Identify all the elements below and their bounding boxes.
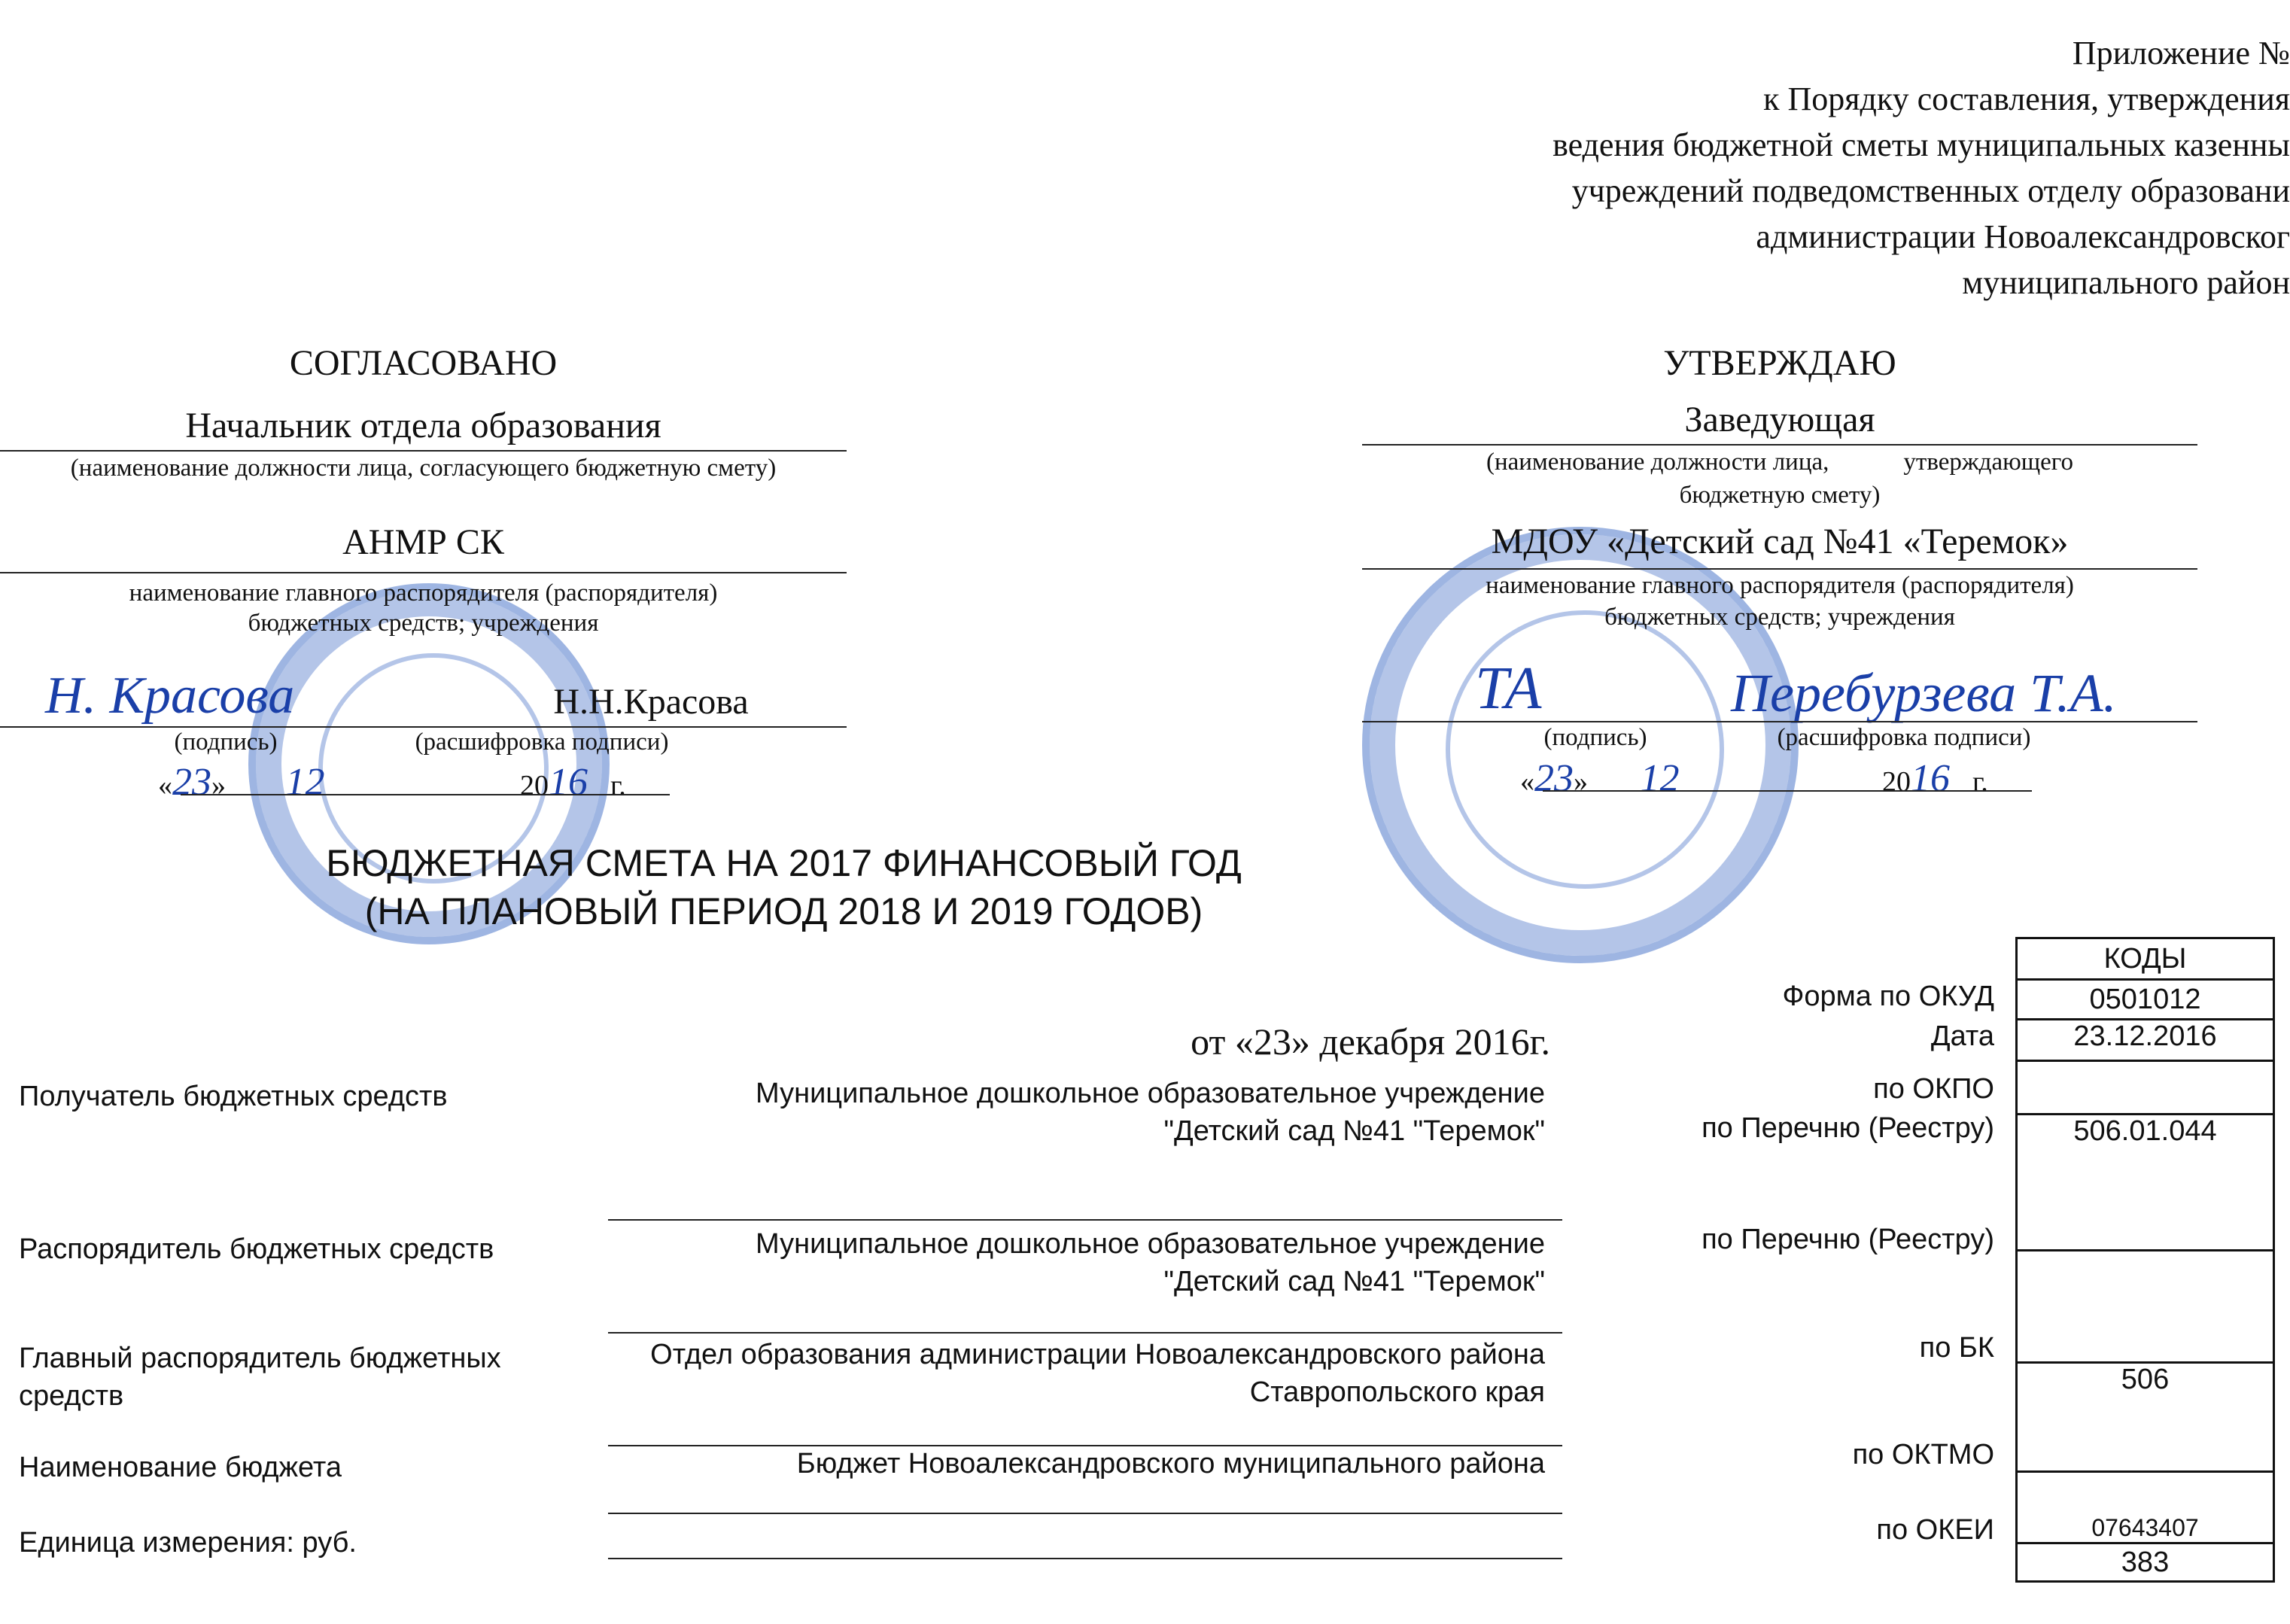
field-value-chief-manager xyxy=(602,1336,1545,1411)
date-year: 16 xyxy=(1911,757,1950,800)
title-line-1: БЮДЖЕТНАЯ СМЕТА НА 2017 ФИНАНСОВЫЙ ГОД xyxy=(326,842,1242,884)
code-value-okud: 0501012 xyxy=(2017,980,2274,1020)
code-label: по Перечню (Реестру) xyxy=(1702,1224,1994,1255)
approved-org: МДОУ «Детский сад №41 «Теремок» xyxy=(1491,522,2069,561)
field-value-line: "Детский сад №41 "Теремок" xyxy=(1163,1115,1545,1147)
approved-block xyxy=(1362,0,2197,828)
field-value-line: Ставропольского края xyxy=(1249,1376,1545,1408)
code-value-oktmo: 07643407 xyxy=(2017,1472,2274,1543)
field-value-budget: Бюджет Новоалександровского муниципального района xyxy=(796,1448,1545,1480)
code-value-okpo xyxy=(2017,1061,2274,1115)
agreed-block xyxy=(0,0,847,828)
date-day: 23 xyxy=(172,761,211,804)
field-label-budget: Наименование бюджета xyxy=(19,1452,342,1483)
approved-date xyxy=(1520,756,2062,801)
codes-header: КОДЫ xyxy=(2017,938,2274,980)
code-label: по БК xyxy=(1919,1332,1994,1364)
code-value-okei: 383 xyxy=(2017,1543,2274,1582)
agreed-date xyxy=(158,760,700,804)
code-label: по ОКТМО xyxy=(1852,1439,1994,1470)
appendix-line: муниципального район xyxy=(1962,264,2290,301)
field-value-manager xyxy=(602,1225,1545,1300)
code-label: Форма по ОКУД xyxy=(1782,981,1994,1012)
approved-position-caption: (наименование должности лица, утверждающего xyxy=(1486,449,2074,476)
code-label: Дата xyxy=(1930,1020,1994,1052)
agreed-org: АНМР СК xyxy=(342,522,504,562)
appendix-line: Приложение № xyxy=(2072,35,2290,71)
code-value-date: 23.12.2016 xyxy=(2017,1020,2274,1061)
codes-table xyxy=(2015,937,2275,1583)
agreed-sign-caption: (подпись) xyxy=(174,728,278,756)
field-value-recipient xyxy=(602,1075,1545,1150)
date-open-quote: « xyxy=(158,770,172,801)
field-value-line: "Детский сад №41 "Теремок" xyxy=(1163,1266,1545,1297)
code-label: по ОКПО xyxy=(1873,1073,1994,1105)
field-value-line: Муниципальное дошкольное образовательное учреждение xyxy=(756,1078,1545,1109)
date-month: 12 xyxy=(285,761,325,804)
appendix-line: учреждений подведомственных отделу образовани xyxy=(1571,172,2290,209)
appendix-line: администрации Новоалександровског xyxy=(1756,218,2290,255)
agreed-signature: Н. Красова xyxy=(45,667,295,725)
agreed-position: Начальник отдела образования xyxy=(185,406,661,446)
code-label: по Перечню (Реестру) xyxy=(1702,1112,1994,1144)
approved-position-caption: бюджетную смету) xyxy=(1679,482,1881,509)
field-label-recipient: Получатель бюджетных средств xyxy=(19,1081,448,1112)
approved-org-caption: наименование главного распорядителя (распорядителя) xyxy=(1486,572,2074,599)
date-year-prefix: 20 xyxy=(520,770,549,801)
date-close-quote: » xyxy=(1574,766,1588,798)
date-year: 16 xyxy=(549,761,588,804)
approved-position: Заведующая xyxy=(1684,400,1875,439)
agreed-org-caption: наименование главного распорядителя (распорядителя) xyxy=(129,579,718,607)
agreed-position-caption: (наименование должности лица, согласующего бюджетную смету) xyxy=(70,455,777,482)
code-label: по ОКЕИ xyxy=(1876,1514,1994,1546)
date-day: 23 xyxy=(1534,757,1574,800)
field-label-unit: Единица измерения: руб. xyxy=(19,1527,357,1559)
appendix-line: ведения бюджетной сметы муниципальных казенны xyxy=(1553,126,2290,163)
field-label-line: Главный распорядитель бюджетных xyxy=(19,1343,501,1374)
agreed-heading: СОГЛАСОВАНО xyxy=(289,343,558,383)
date-suffix: г. xyxy=(1972,766,1988,798)
document-title xyxy=(0,839,1929,935)
field-label-manager: Распорядитель бюджетных средств xyxy=(19,1233,494,1265)
code-value-bk: 506 xyxy=(2017,1363,2274,1472)
approved-signature-short: ТА xyxy=(1475,655,1542,722)
date-close-quote: » xyxy=(211,770,226,801)
approved-sign-caption: (подпись) xyxy=(1543,724,1647,751)
field-value-line: Отдел образования администрации Новоалександровского района xyxy=(650,1339,1545,1370)
approved-signature: Перебурзева Т.А. xyxy=(1731,663,2117,723)
agreed-decode-caption: (расшифровка подписи) xyxy=(415,728,669,756)
approved-heading: УТВЕРЖДАЮ xyxy=(1663,343,1896,383)
date-year-prefix: 20 xyxy=(1882,766,1911,798)
approved-org-caption: бюджетных средств; учреждения xyxy=(1604,604,1955,631)
title-line-2: (НА ПЛАНОВЫЙ ПЕРИОД 2018 И 2019 ГОДОВ) xyxy=(364,890,1203,932)
agreed-org-caption: бюджетных средств; учреждения xyxy=(248,610,599,637)
code-value-registry-2 xyxy=(2017,1251,2274,1363)
field-label-chief-manager xyxy=(19,1340,501,1415)
document-date: от «23» декабря 2016г. xyxy=(1191,1020,1550,1063)
approved-decode-caption: (расшифровка подписи) xyxy=(1777,724,2031,751)
date-month: 12 xyxy=(1640,757,1680,800)
code-value-registry: 506.01.044 xyxy=(2017,1115,2274,1251)
date-open-quote: « xyxy=(1520,766,1534,798)
date-suffix: г. xyxy=(610,770,626,801)
field-label-line: средств xyxy=(19,1380,124,1412)
appendix-line: к Порядку составления, утверждения xyxy=(1763,81,2290,117)
field-value-line: Муниципальное дошкольное образовательное учреждение xyxy=(756,1228,1545,1260)
agreed-signer-name: Н.Н.Красова xyxy=(553,682,749,722)
